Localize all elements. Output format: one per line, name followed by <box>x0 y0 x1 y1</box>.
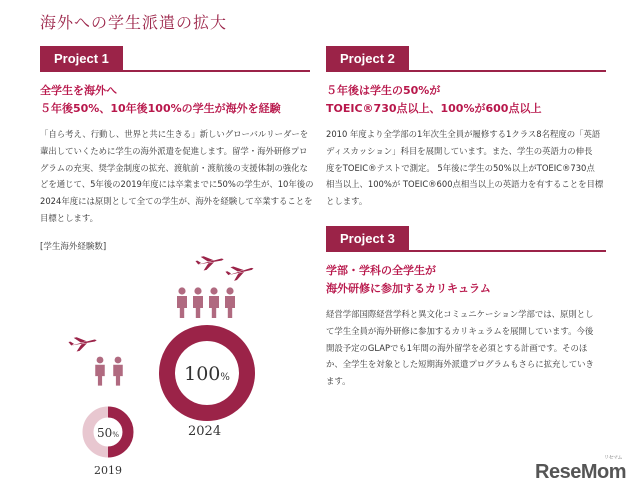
body-line: 「自ら考え、行動し、世界と共に生きる」新しいグローバルリーダーを <box>40 129 309 139</box>
airplane-icon <box>195 252 225 272</box>
airplane-icon <box>68 333 98 353</box>
person-icon <box>225 296 235 318</box>
project2-lead-line: ５年後は学生の50%が <box>326 84 441 97</box>
body-line: 目標とします。 <box>40 212 98 223</box>
person-icon <box>177 296 187 318</box>
body-line: て学生全員が海外研修に参加するカリキュラムを展開しています。今後 <box>326 325 594 336</box>
person-icon <box>97 357 104 364</box>
person-icon <box>209 296 219 318</box>
project3-lead-line: 学部・学科の全学生が <box>326 264 436 277</box>
resemom-logo <box>535 455 626 484</box>
body-line: 相当以上、100%が TOEIC®600点相当以上の英語力を有することを目標 <box>326 179 604 190</box>
logo-text: ReseMom <box>535 461 626 483</box>
project3-divider <box>326 250 606 252</box>
project1-lead-line: 全学生を海外へ <box>40 84 117 97</box>
year-label-2019: 2019 <box>94 464 122 477</box>
project1-lead-line: ５年後50%、10年後100%の学生が海外を経験 <box>40 102 281 115</box>
body-line: ディスカッション」科目を展開しています。また、学生の英語力の伸長 <box>326 145 593 156</box>
project2-divider <box>326 70 606 72</box>
project3-body <box>326 306 594 390</box>
body-line: 経営学部国際経営学科と異文化コミュニケーション学部では、原則とし <box>326 309 594 319</box>
chart-caption: [学生海外経験数] <box>40 242 107 252</box>
donut-2024-value: 100% <box>184 363 230 385</box>
person-icon <box>210 287 217 294</box>
project1-label: Project 1 <box>40 46 123 72</box>
person-icon <box>178 287 185 294</box>
body-line: 2010 年度より全学部の1年次生全員が履修する1クラス8名程度の「英語 <box>326 129 601 139</box>
airplane-icon <box>225 262 256 283</box>
body-line: グラムの充実、奨学金制度の拡充、渡航前・渡航後の支援体制の強化な <box>40 162 308 173</box>
person-icon <box>113 365 123 386</box>
project2-lead <box>326 82 541 118</box>
body-line: 2024年度には原則として全ての学生が、海外を経験して卒業することを <box>40 196 313 207</box>
people-group-2019-icon <box>95 357 123 386</box>
person-icon <box>194 287 201 294</box>
project2-body <box>326 126 603 210</box>
year-label-2024: 2024 <box>188 424 222 439</box>
person-icon <box>95 365 105 386</box>
project2-header <box>326 46 606 72</box>
body-line: か、全学生を対象とした短期海外派遣プログラムもさらに拡充していき <box>326 359 594 370</box>
project3-lead-line: 海外研修に参加するカリキュラム <box>326 282 491 295</box>
logo-sub: リセマム <box>604 455 622 461</box>
body-line: 度をTOEIC®テストで測定。 5年後に学生の50%以上がTOEIC®730点 <box>326 162 595 173</box>
people-group-2024-icon <box>177 287 235 318</box>
person-icon <box>193 296 203 318</box>
body-line: とします。 <box>326 196 368 207</box>
project3-label: Project 3 <box>326 226 409 252</box>
page-title: 海外への学生派遣の拡大 <box>40 13 228 32</box>
project2-lead-line: TOEIC®730点以上、100%が600点以上 <box>326 102 542 115</box>
project3-header <box>326 226 606 252</box>
body-line: 輩出していくために学生の海外派遣を促進します。留学・海外研修プロ <box>40 145 308 156</box>
project3-lead <box>326 262 491 298</box>
project2-label: Project 2 <box>326 46 409 72</box>
body-line: ます。 <box>326 376 351 387</box>
body-line: どを通じて、5年後の2019年度には卒業までに50%の学生が、10年後の <box>40 179 314 190</box>
person-icon <box>115 357 122 364</box>
person-icon <box>226 287 233 294</box>
body-line: 開設予定のGLAPでも1年間の海外留学を必須とする計画です。そのほ <box>326 342 588 353</box>
donut-2019-value: 50% <box>97 426 119 440</box>
